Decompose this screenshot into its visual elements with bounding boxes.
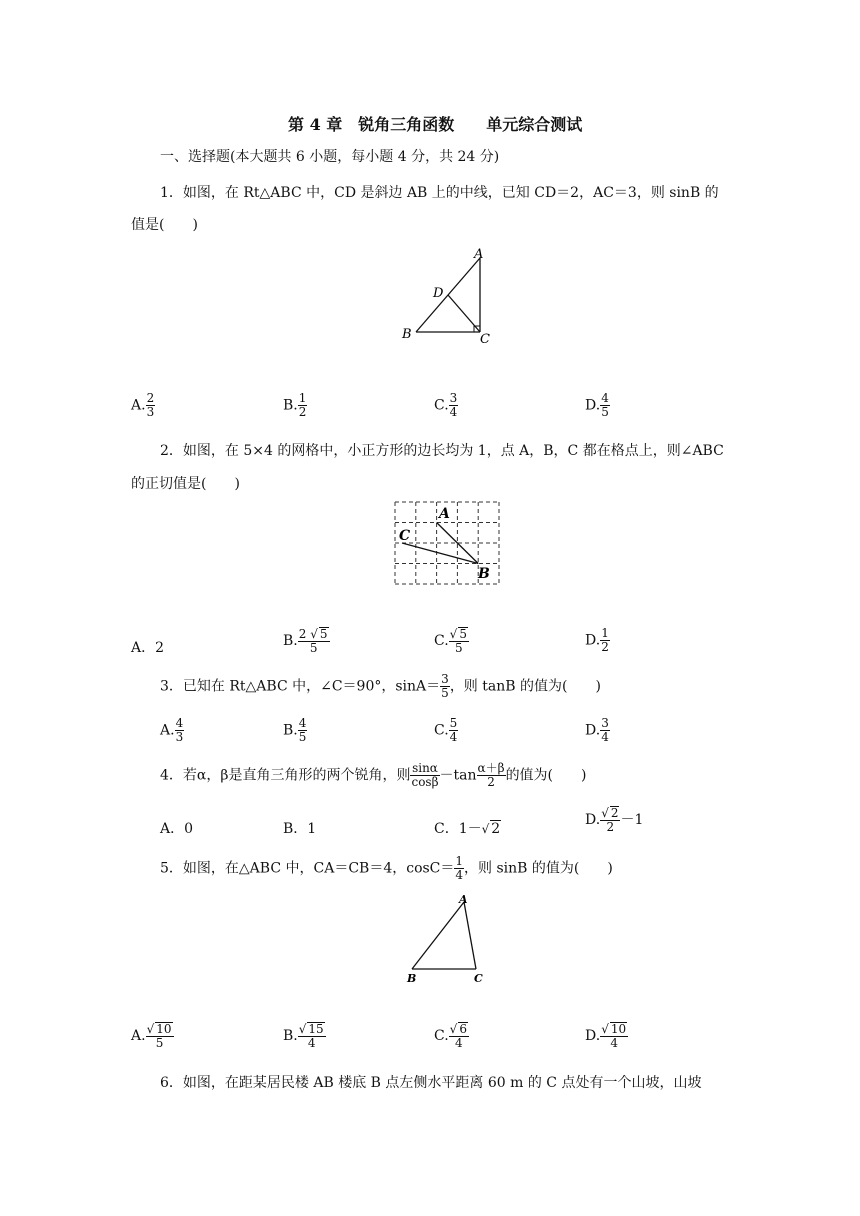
q1-option-b[interactable]: B. $\frac{1}{2}$ bbox=[283, 391, 307, 419]
q1-triangle-figure bbox=[396, 244, 496, 348]
q6-stem-line1: 6．如图，在距某居民楼 AB 楼底 B 点左侧水平距离 60 m 的 C 点处有一个山坡，山坡 bbox=[160, 1075, 702, 1091]
q5-option-a[interactable]: A. √ $\frac{10}{5}$ bbox=[131, 1022, 174, 1050]
q4-option-b[interactable]: B．1 bbox=[283, 821, 317, 837]
q1-option-d[interactable]: D. $\frac{4}{5}$ bbox=[585, 391, 609, 419]
q2-option-b[interactable]: B. $\frac{2 √ 5}{5}$ bbox=[283, 627, 330, 655]
q2-segment-cb bbox=[402, 543, 478, 564]
q1-stem-line2: 值是( ) bbox=[131, 217, 198, 233]
q4-stem: 4．若α，β是直角三角形的两个锐角，则 $\frac{\sin\alpha}{\cos\beta}$ －tan $\frac{\alpha+\beta}{2}$ 的值为( ) bbox=[160, 761, 587, 789]
q3-option-d[interactable]: D. $\frac{3}{4}$ bbox=[585, 716, 609, 744]
q1-stem-line1: 1．如图，在 Rt△ABC 中，CD 是斜边 AB 上的中线，已知 CD＝2，AC＝3，则 sinB 的 bbox=[160, 185, 719, 201]
q2-label-c: C bbox=[399, 528, 411, 544]
q2-label-a: A bbox=[439, 506, 450, 522]
q1-option-c[interactable]: C. $\frac{3}{4}$ bbox=[434, 391, 458, 419]
q5-option-d[interactable]: D. √ $\frac{10}{4}$ bbox=[585, 1022, 628, 1050]
q5-side-ab bbox=[412, 902, 464, 969]
q2-option-d[interactable]: D. $\frac{1}{2}$ bbox=[585, 626, 609, 654]
q2-option-a[interactable]: A．2 bbox=[131, 640, 165, 656]
q3-option-b[interactable]: B. $\frac{4}{5}$ bbox=[283, 716, 307, 744]
q2-grid-figure bbox=[390, 498, 504, 590]
q5-triangle-figure bbox=[400, 890, 496, 986]
q2-stem-line2: 的正切值是( ) bbox=[131, 476, 240, 492]
q5-stem: 5．如图，在△ABC 中，CA＝CB＝4，cosC＝ $\frac{1}{4}$ ，则 sinB 的值为( ) bbox=[160, 854, 613, 882]
q3-stem: 3．已知在 Rt△ABC 中，∠C＝90°，sinA＝ $\frac{3}{5}$ ，则 tanB 的值为( ) bbox=[160, 672, 601, 700]
q1-label-a: A bbox=[474, 247, 484, 262]
q5-label-c: C bbox=[474, 972, 483, 985]
q4-option-c[interactable]: C．1－√ 2 bbox=[434, 818, 501, 838]
q1-label-c: C bbox=[480, 332, 490, 347]
q5-option-c[interactable]: C. √ $\frac{6}{4}$ bbox=[434, 1022, 469, 1050]
q5-option-b[interactable]: B. √ $\frac{15}{4}$ bbox=[283, 1022, 326, 1050]
q5-label-a: A bbox=[459, 893, 468, 906]
q3-option-c[interactable]: C. $\frac{5}{4}$ bbox=[434, 716, 458, 744]
q4-option-d[interactable]: D. √ $\frac{2}{2}$ －1 bbox=[585, 806, 643, 834]
section-heading: 一、选择题(本大题共 6 小题，每小题 4 分，共 24 分) bbox=[160, 149, 500, 165]
page-title: 第 4 章 锐角三角函数 单元综合测试 bbox=[288, 115, 583, 134]
q4-option-a[interactable]: A．0 bbox=[160, 821, 194, 837]
q2-stem-line1: 2．如图，在 5×4 的网格中，小正方形的边长均为 1，点 A，B，C 都在格点上，则∠ABC bbox=[160, 443, 724, 459]
q1-label-b: B bbox=[402, 327, 412, 342]
q3-option-a[interactable]: A. $\frac{4}{3}$ bbox=[160, 716, 184, 744]
q5-side-ac bbox=[464, 902, 476, 969]
q2-option-c[interactable]: C. √ $\frac{5}{5}$ bbox=[434, 627, 469, 655]
q1-label-d: D bbox=[433, 286, 444, 301]
q2-label-b: B bbox=[478, 566, 490, 582]
q1-option-a[interactable]: A. $\frac{2}{3}$ bbox=[131, 391, 155, 419]
q5-label-b: B bbox=[407, 972, 417, 985]
